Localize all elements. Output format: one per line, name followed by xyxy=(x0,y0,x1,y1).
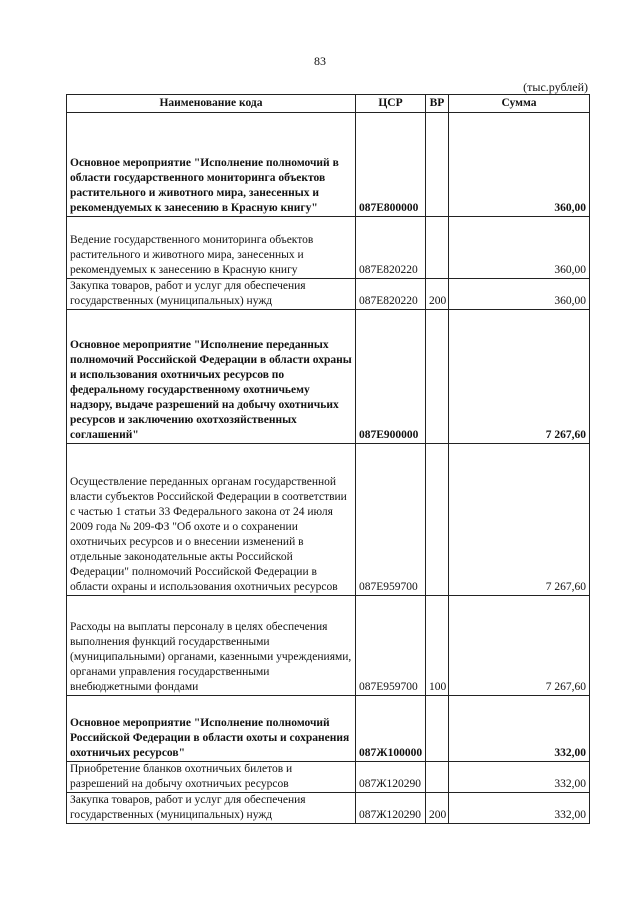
table-row xyxy=(67,793,590,824)
row-name: Расходы на выплаты персоналу в целях обеспечения выполнения функций государственными (муниципальными) органами, казенными учреждениями, органами управления государственными внебюджетными фондами xyxy=(67,596,356,696)
row-vr xyxy=(426,310,449,444)
row-csr: 087Е820220 xyxy=(356,279,426,310)
header-sum: Сумма xyxy=(449,95,590,113)
table-header-row xyxy=(67,95,590,113)
row-sum: 360,00 xyxy=(449,217,590,279)
row-name: Закупка товаров, работ и услуг для обеспечения государственных (муниципальных) нужд xyxy=(67,279,356,310)
header-name: Наименование кода xyxy=(67,95,356,113)
row-csr: 087Е900000 xyxy=(356,310,426,444)
table-row xyxy=(67,279,590,310)
header-vr: ВР xyxy=(426,95,449,113)
table-row xyxy=(67,113,590,217)
row-vr xyxy=(426,113,449,217)
row-sum: 7 267,60 xyxy=(449,310,590,444)
table-row xyxy=(67,310,590,444)
row-vr: 200 xyxy=(426,279,449,310)
row-csr: 087Е800000 xyxy=(356,113,426,217)
row-sum: 332,00 xyxy=(449,793,590,824)
table-row xyxy=(67,444,590,596)
row-csr: 087Е959700 xyxy=(356,596,426,696)
row-csr: 087Е959700 xyxy=(356,444,426,596)
row-vr xyxy=(426,696,449,762)
row-name: Закупка товаров, работ и услуг для обеспечения государственных (муниципальных) нужд xyxy=(67,793,356,824)
row-vr: 200 xyxy=(426,793,449,824)
row-sum: 332,00 xyxy=(449,696,590,762)
row-csr: 087Ж120290 xyxy=(356,793,426,824)
row-vr xyxy=(426,444,449,596)
row-csr: 087Ж100000 xyxy=(356,696,426,762)
row-sum: 332,00 xyxy=(449,762,590,793)
table-row xyxy=(67,596,590,696)
budget-table xyxy=(66,94,590,824)
row-vr xyxy=(426,217,449,279)
page-number: 83 xyxy=(314,54,326,68)
table-row xyxy=(67,696,590,762)
row-vr: 100 xyxy=(426,596,449,696)
row-vr xyxy=(426,762,449,793)
row-sum: 7 267,60 xyxy=(449,596,590,696)
row-csr: 087Ж120290 xyxy=(356,762,426,793)
row-sum: 360,00 xyxy=(449,113,590,217)
row-name: Приобретение бланков охотничьих билетов и разрешений на добычу охотничьих ресурсов xyxy=(67,762,356,793)
row-sum: 360,00 xyxy=(449,279,590,310)
row-name: Основное мероприятие "Исполнение переданных полномочий Российской Федерации в области охраны и использования охотничьих ресурсов по федеральному государственному охотничьему надзору, выдаче разрешений на добычу охотничьих ресурсов и заключению охотхозяйственных соглашений" xyxy=(67,310,356,444)
row-name: Основное мероприятие "Исполнение полномочий Российской Федерации в области охоты и сохранения охотничьих ресурсов" xyxy=(67,696,356,762)
unit-label: (тыс.рублей) xyxy=(523,80,588,94)
header-csr: ЦСР xyxy=(356,95,426,113)
table-row xyxy=(67,217,590,279)
row-name: Основное мероприятие "Исполнение полномочий в области государственного мониторинга объектов растительного и животного мира, занесенных и рекомендуемых к занесению в Красную книгу" xyxy=(67,113,356,217)
row-csr: 087Е820220 xyxy=(356,217,426,279)
row-name: Ведение государственного мониторинга объектов растительного и животного мира, занесенных и рекомендуемых к занесению в Красную книгу xyxy=(67,217,356,279)
table-row xyxy=(67,762,590,793)
row-name: Осуществление переданных органам государственной власти субъектов Российской Федерации в соответствии с частью 1 статьи 33 Федерального закона от 24 июля 2009 года № 209-ФЗ "Об охоте и о сохранении охотничьих ресурсов и о внесении изменений в отдельные законодательные акты Российской Федерации" полномочий Российской Федерации в области охраны и использования охотничьих ресурсов xyxy=(67,444,356,596)
row-sum: 7 267,60 xyxy=(449,444,590,596)
